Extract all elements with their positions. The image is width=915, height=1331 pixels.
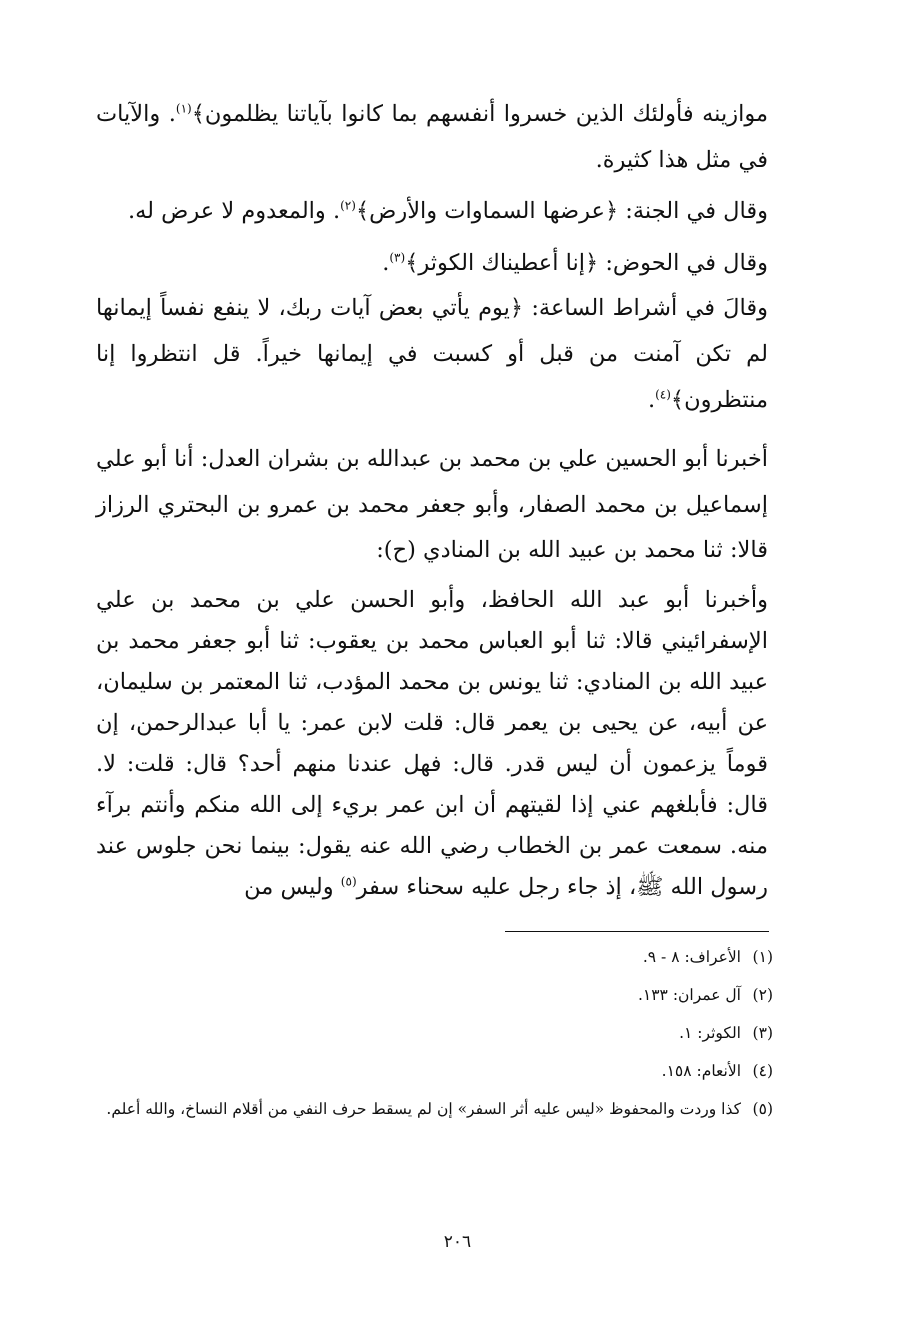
main-text xyxy=(96,92,768,908)
footnote-number: (١) xyxy=(752,948,773,966)
footnote-text: كذا وردت والمحفوظ «ليس عليه أثر السفر» إن لم يسقط حرف النفي من أقلام النساخ، والله أعلم. xyxy=(106,1100,741,1118)
footnote-text: الكوثر: ١. xyxy=(679,1024,741,1042)
footnote-5 xyxy=(96,1096,773,1122)
footnote-number: (٥) xyxy=(752,1100,773,1118)
footnote-text: آل عمران: ١٣٣. xyxy=(637,986,741,1004)
paragraph-5: أخبرنا أبو الحسين علي بن محمد بن عبدالله بن بشران العدل: أنا أبو علي إسماعيل بن محمد الصفار، وأبو جعفر محمد بن عمرو بن البحتري الرزاز قالا: ثنا محمد بن عبيد الله بن المنادي (ح): xyxy=(96,446,768,564)
page-number: ٢٠٦ xyxy=(443,1232,472,1252)
paragraph-1: موازينه فأولئك الذين خسروا أنفسهم بما كانوا بآياتنا يظلمون﴾$^{(١)}$. والآيات في مثل هذا كثيرة. xyxy=(96,101,768,173)
footnote-divider xyxy=(505,931,769,932)
footnote-text: الأنعام: ١٥٨. xyxy=(661,1062,741,1080)
footnote-4 xyxy=(96,1058,773,1084)
paragraph-6: وأخبرنا أبو عبد الله الحافظ، وأبو الحسن علي بن محمد بن علي الإسفرائيني قالا: ثنا أبو العباس محمد بن يعقوب: ثنا أبو جعفر محمد بن عبيد الله بن المنادي: ثنا يونس بن محمد المؤدب، ثنا المعتمر بن سليمان، عن أبيه، عن يحيى بن يعمر قال: قلت لابن عمر: يا أبا عبدالرحمن، إن قوماً يزعمون أن ليس قدر. قال: فهل عندنا منهم أحد؟ قال: قلت: لا. قال: فأبلغهم عني إذا لقيتهم أن ابن عمر بريء إلى الله منكم وأنتم برآء منه. سمعت عمر بن الخطاب رضي الله عنه يقول: بينما نحن جلوس عند رسول الله ﷺ، إذ جاء رجل عليه سحناء سفر$^{(٥)}$ وليس من xyxy=(96,586,768,900)
paragraph-3: وقال في الحوض: ﴿إنا أعطيناك الكوثر﴾$^{(٣)}$. xyxy=(382,249,768,276)
footnote-number: (٢) xyxy=(752,986,773,1004)
footnote-ref-5: (٥) xyxy=(340,874,357,889)
footnote-ref-1: (١) xyxy=(175,101,192,116)
footnote-ref-2: (٢) xyxy=(340,198,356,213)
footnote-number: (٣) xyxy=(752,1024,773,1042)
paragraph-2: وقال في الجنة: ﴿عرضها السماوات والأرض﴾$^{(٢)}$. والمعدوم لا عرض له. xyxy=(127,198,768,225)
paragraph-4: وقالَ في أشراط الساعة: ﴿يوم يأتي بعض آيات ربك، لا ينفع نفساً إيمانها لم تكن آمنت من قبل أو كسبت في إيمانها خيراً. قل انتظروا إنا منتظرون﴾$^{(٤)}$. xyxy=(96,295,768,413)
footnote-3 xyxy=(96,1020,773,1046)
footnotes xyxy=(96,944,773,1134)
footnote-ref-4: (٤) xyxy=(655,387,671,402)
footnote-ref-3: (٣) xyxy=(389,250,406,265)
footnote-text: الأعراف: ٨ - ٩. xyxy=(642,948,741,966)
footnote-1 xyxy=(96,944,773,970)
footnote-2 xyxy=(96,982,773,1008)
footnote-number: (٤) xyxy=(752,1062,773,1080)
